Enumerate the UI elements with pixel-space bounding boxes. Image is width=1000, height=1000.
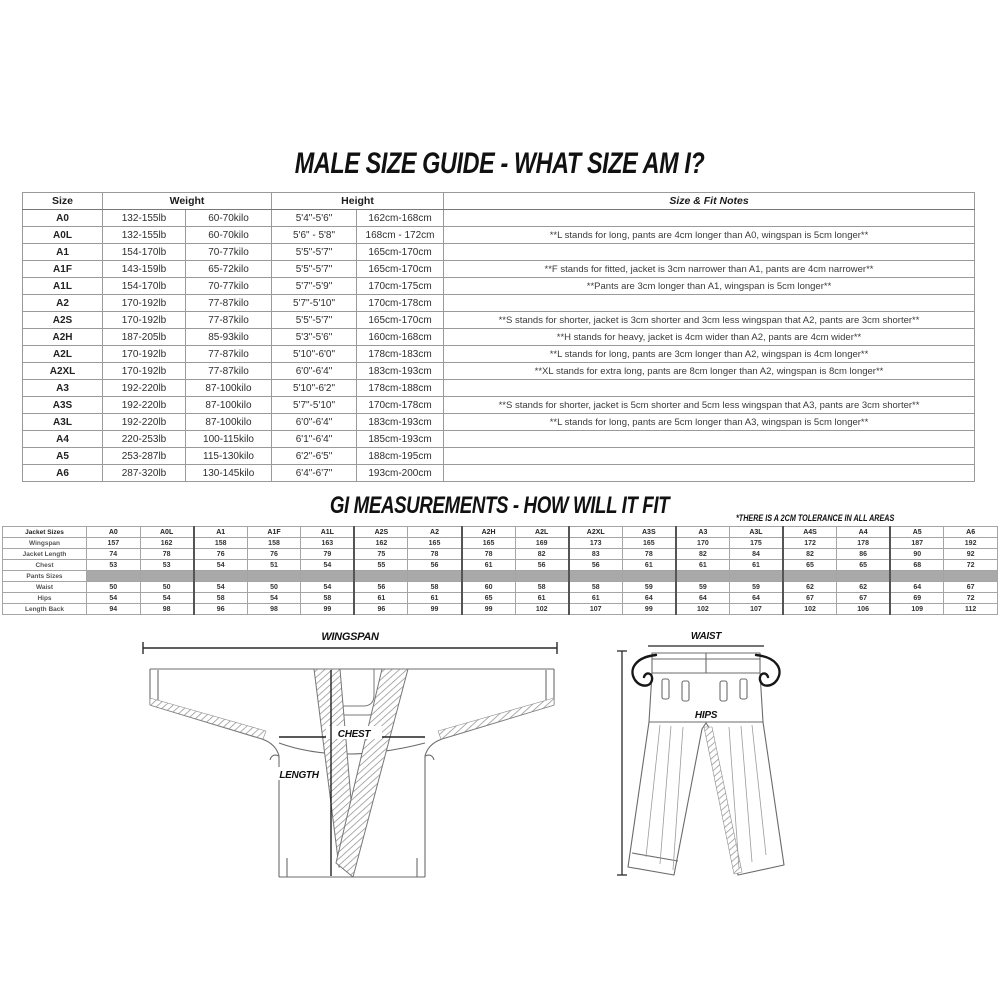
size-guide-row-a2l bbox=[23, 346, 975, 363]
measurement-cell-a1f: 50 bbox=[247, 582, 301, 593]
measurement-cell-a2xl: 107 bbox=[569, 604, 623, 615]
measurement-cell-a1: 76 bbox=[194, 549, 248, 560]
measurement-cell-a1f: 98 bbox=[247, 604, 301, 615]
divider-cell bbox=[462, 571, 516, 582]
measurement-cell-a1f: 51 bbox=[247, 560, 301, 571]
measurement-cell-a2: 165 bbox=[408, 538, 462, 549]
cell-fit-notes bbox=[444, 465, 975, 482]
chest-label: CHEST bbox=[337, 729, 371, 740]
cell-weight-lb: 154-170lb bbox=[103, 278, 186, 295]
wingspan-measure-line bbox=[143, 642, 557, 654]
measurement-cell-a3: 64 bbox=[676, 593, 730, 604]
row-label: Length Back bbox=[3, 604, 87, 615]
cell-height-cm: 170cm-178cm bbox=[357, 295, 444, 312]
cell-size: A0L bbox=[23, 227, 103, 244]
size-col-header-a3l: A3L bbox=[729, 527, 783, 538]
row-label: Wingspan bbox=[3, 538, 87, 549]
cell-weight-kg: 77-87kilo bbox=[186, 346, 272, 363]
cell-weight-kg: 70-77kilo bbox=[186, 244, 272, 261]
gi-pants-diagram bbox=[617, 631, 784, 875]
cell-fit-notes bbox=[444, 244, 975, 261]
cell-size: A3S bbox=[23, 397, 103, 414]
cell-size: A2XL bbox=[23, 363, 103, 380]
pants-outline bbox=[628, 653, 784, 875]
measurement-cell-a3: 82 bbox=[676, 549, 730, 560]
divider-cell bbox=[569, 571, 623, 582]
measurement-cell-a1: 54 bbox=[194, 560, 248, 571]
measurement-cell-a3l: 107 bbox=[729, 604, 783, 615]
measurement-cell-a2l: 169 bbox=[515, 538, 569, 549]
cell-size: A1L bbox=[23, 278, 103, 295]
cell-fit-notes: **L stands for long, pants are 3cm longer than A2, wingspan is 4cm longer** bbox=[444, 346, 975, 363]
measurement-cell-a2: 58 bbox=[408, 582, 462, 593]
size-guide-row-a1f bbox=[23, 261, 975, 278]
cell-weight-kg: 60-70kilo bbox=[186, 210, 272, 227]
measurement-cell-a3l: 84 bbox=[729, 549, 783, 560]
cell-weight-lb: 192-220lb bbox=[103, 397, 186, 414]
measurement-cell-a0: 74 bbox=[87, 549, 141, 560]
measurement-cell-a3l: 59 bbox=[729, 582, 783, 593]
measurement-cell-a3s: 59 bbox=[622, 582, 676, 593]
size-guide-row-a2 bbox=[23, 295, 975, 312]
size-guide-row-a1 bbox=[23, 244, 975, 261]
cell-weight-kg: 87-100kilo bbox=[186, 414, 272, 431]
gi-row-chest bbox=[3, 560, 998, 571]
size-guide-row-a3s bbox=[23, 397, 975, 414]
row-label: Pants Sizes bbox=[3, 571, 87, 582]
measurement-cell-a0: 53 bbox=[87, 560, 141, 571]
measurement-cell-a4: 62 bbox=[837, 582, 891, 593]
divider-cell bbox=[729, 571, 783, 582]
cell-height-ft: 5'10"-6'2" bbox=[272, 380, 357, 397]
gi-row-jacket-length bbox=[3, 549, 998, 560]
measurement-cell-a1l: 163 bbox=[301, 538, 355, 549]
cell-fit-notes: **F stands for fitted, jacket is 3cm narrower than A1, pants are 4cm narrower** bbox=[444, 261, 975, 278]
measurement-cell-a4s: 67 bbox=[783, 593, 837, 604]
male-size-guide-table bbox=[22, 192, 975, 482]
cell-size: A4 bbox=[23, 431, 103, 448]
measurement-cell-a3l: 175 bbox=[729, 538, 783, 549]
measurement-cell-a3l: 61 bbox=[729, 560, 783, 571]
measurement-cell-a2xl: 83 bbox=[569, 549, 623, 560]
col-header-weight: Weight bbox=[103, 193, 272, 210]
cell-height-ft: 6'1"-6'4" bbox=[272, 431, 357, 448]
size-guide-row-a3l bbox=[23, 414, 975, 431]
divider-cell bbox=[515, 571, 569, 582]
measurement-cell-a5: 69 bbox=[890, 593, 944, 604]
pants-length-line bbox=[617, 651, 627, 875]
cell-weight-kg: 87-100kilo bbox=[186, 380, 272, 397]
size-guide-row-a0l bbox=[23, 227, 975, 244]
cell-height-ft: 5'5"-5'7" bbox=[272, 244, 357, 261]
size-guide-row-a6 bbox=[23, 465, 975, 482]
measurement-cell-a2h: 61 bbox=[462, 560, 516, 571]
row-label: Chest bbox=[3, 560, 87, 571]
size-col-header-a2l: A2L bbox=[515, 527, 569, 538]
divider-cell bbox=[408, 571, 462, 582]
measurement-cell-a2h: 65 bbox=[462, 593, 516, 604]
cell-height-ft: 5'7"-5'9" bbox=[272, 278, 357, 295]
cell-height-cm: 170cm-175cm bbox=[357, 278, 444, 295]
measurement-cell-a6: 72 bbox=[944, 593, 998, 604]
col-header-size: Size bbox=[23, 193, 103, 210]
measurement-cell-a2h: 60 bbox=[462, 582, 516, 593]
divider-cell bbox=[890, 571, 944, 582]
cell-fit-notes: **Pants are 3cm longer than A1, wingspan is 5cm longer** bbox=[444, 278, 975, 295]
cell-height-ft: 5'7"-5'10" bbox=[272, 397, 357, 414]
left-sleeve-trim bbox=[150, 698, 266, 739]
cell-size: A5 bbox=[23, 448, 103, 465]
measurement-cell-a3s: 64 bbox=[622, 593, 676, 604]
cell-weight-lb: 154-170lb bbox=[103, 244, 186, 261]
cell-weight-lb: 192-220lb bbox=[103, 414, 186, 431]
cell-height-cm: 193cm-200cm bbox=[357, 465, 444, 482]
cell-fit-notes bbox=[444, 380, 975, 397]
cell-weight-lb: 132-155lb bbox=[103, 227, 186, 244]
tolerance-note: *THERE IS A 2CM TOLERANCE IN ALL AREAS bbox=[736, 513, 895, 523]
size-guide-row-a2s bbox=[23, 312, 975, 329]
size-col-header-a1f: A1F bbox=[247, 527, 301, 538]
measurement-cell-a2l: 56 bbox=[515, 560, 569, 571]
measurement-cell-a1f: 54 bbox=[247, 593, 301, 604]
cell-fit-notes: **XL stands for extra long, pants are 8cm longer than A2, wingspan is 8cm longer** bbox=[444, 363, 975, 380]
gi-row-length-back bbox=[3, 604, 998, 615]
measurement-cell-a6: 67 bbox=[944, 582, 998, 593]
size-col-header-a4: A4 bbox=[837, 527, 891, 538]
size-col-header-a0l: A0L bbox=[140, 527, 194, 538]
measurement-cell-a5: 187 bbox=[890, 538, 944, 549]
cell-weight-lb: 170-192lb bbox=[103, 295, 186, 312]
measurement-cell-a4s: 82 bbox=[783, 549, 837, 560]
divider-cell bbox=[837, 571, 891, 582]
measurement-cell-a2s: 61 bbox=[354, 593, 408, 604]
size-guide-row-a2h bbox=[23, 329, 975, 346]
size-col-header-a5: A5 bbox=[890, 527, 944, 538]
measurement-cell-a3s: 165 bbox=[622, 538, 676, 549]
measurement-cell-a3s: 99 bbox=[622, 604, 676, 615]
cell-weight-kg: 60-70kilo bbox=[186, 227, 272, 244]
cell-size: A2L bbox=[23, 346, 103, 363]
measurement-cell-a2s: 55 bbox=[354, 560, 408, 571]
row-label: Hips bbox=[3, 593, 87, 604]
measurement-cell-a1: 158 bbox=[194, 538, 248, 549]
measurement-cell-a4: 178 bbox=[837, 538, 891, 549]
cell-weight-kg: 115-130kilo bbox=[186, 448, 272, 465]
divider-cell bbox=[622, 571, 676, 582]
size-guide-header-row bbox=[23, 193, 975, 210]
gi-diagrams bbox=[0, 625, 1000, 915]
measurement-cell-a2xl: 58 bbox=[569, 582, 623, 593]
measurement-cell-a0: 94 bbox=[87, 604, 141, 615]
cell-height-cm: 178cm-183cm bbox=[357, 346, 444, 363]
cell-height-ft: 5'3"-5'6" bbox=[272, 329, 357, 346]
cell-fit-notes: **S stands for shorter, jacket is 3cm shorter and 3cm less wingspan that A2, pants are 3cm shorter** bbox=[444, 312, 975, 329]
measurement-cell-a1l: 99 bbox=[301, 604, 355, 615]
measurement-cell-a0l: 162 bbox=[140, 538, 194, 549]
cell-fit-notes bbox=[444, 295, 975, 312]
measurement-cell-a1l: 54 bbox=[301, 560, 355, 571]
cell-height-ft: 6'4"-6'7" bbox=[272, 465, 357, 482]
right-sleeve-trim bbox=[438, 698, 554, 739]
gi-jacket-diagram bbox=[143, 631, 557, 877]
col-header-fit-notes: Size & Fit Notes bbox=[444, 193, 975, 210]
cell-weight-kg: 77-87kilo bbox=[186, 312, 272, 329]
gi-sizes-header-row bbox=[3, 527, 998, 538]
divider-cell bbox=[87, 571, 141, 582]
measurement-cell-a2: 78 bbox=[408, 549, 462, 560]
size-guide-row-a5 bbox=[23, 448, 975, 465]
size-col-header-a4s: A4S bbox=[783, 527, 837, 538]
cell-weight-kg: 85-93kilo bbox=[186, 329, 272, 346]
measurement-cell-a1: 54 bbox=[194, 582, 248, 593]
measurement-cell-a3s: 78 bbox=[622, 549, 676, 560]
cell-height-ft: 5'4"-5'6" bbox=[272, 210, 357, 227]
measurement-cell-a2: 61 bbox=[408, 593, 462, 604]
measurement-cell-a0l: 78 bbox=[140, 549, 194, 560]
cell-weight-lb: 192-220lb bbox=[103, 380, 186, 397]
measurement-cell-a3l: 64 bbox=[729, 593, 783, 604]
cell-fit-notes bbox=[444, 210, 975, 227]
cell-fit-notes: **S stands for shorter, jacket is 5cm shorter and 5cm less wingspan that A3, pants are 3cm shorter** bbox=[444, 397, 975, 414]
cell-weight-lb: 170-192lb bbox=[103, 363, 186, 380]
male-size-guide-title: MALE SIZE GUIDE - WHAT SIZE AM I? bbox=[295, 147, 705, 180]
size-col-header-a1: A1 bbox=[194, 527, 248, 538]
measurement-cell-a2xl: 61 bbox=[569, 593, 623, 604]
measurement-cell-a3s: 61 bbox=[622, 560, 676, 571]
measurement-cell-a4: 106 bbox=[837, 604, 891, 615]
cell-height-cm: 165cm-170cm bbox=[357, 312, 444, 329]
cell-weight-kg: 87-100kilo bbox=[186, 397, 272, 414]
cell-height-ft: 6'0"-6'4" bbox=[272, 363, 357, 380]
cell-fit-notes: **L stands for long, pants are 5cm longer than A3, wingspan is 5cm longer** bbox=[444, 414, 975, 431]
measurement-cell-a3: 61 bbox=[676, 560, 730, 571]
cell-height-ft: 6'2"-6'5" bbox=[272, 448, 357, 465]
cell-size: A6 bbox=[23, 465, 103, 482]
measurement-cell-a4s: 102 bbox=[783, 604, 837, 615]
cell-height-ft: 5'7"-5'10" bbox=[272, 295, 357, 312]
cell-height-cm: 178cm-188cm bbox=[357, 380, 444, 397]
cell-weight-lb: 220-253lb bbox=[103, 431, 186, 448]
measurement-cell-a1: 96 bbox=[194, 604, 248, 615]
cell-height-ft: 5'10"-6'0" bbox=[272, 346, 357, 363]
col-header-height: Height bbox=[272, 193, 444, 210]
size-col-header-a3s: A3S bbox=[622, 527, 676, 538]
size-col-header-a2xl: A2XL bbox=[569, 527, 623, 538]
divider-cell bbox=[354, 571, 408, 582]
measurement-cell-a2h: 78 bbox=[462, 549, 516, 560]
size-col-header-a2h: A2H bbox=[462, 527, 516, 538]
measurement-cell-a2xl: 56 bbox=[569, 560, 623, 571]
measurement-cell-a6: 112 bbox=[944, 604, 998, 615]
measurement-cell-a2h: 99 bbox=[462, 604, 516, 615]
measurement-cell-a2h: 165 bbox=[462, 538, 516, 549]
length-label: LENGTH bbox=[279, 770, 319, 781]
cell-weight-kg: 77-87kilo bbox=[186, 295, 272, 312]
waist-label: WAIST bbox=[690, 631, 722, 642]
divider-cell bbox=[944, 571, 998, 582]
cell-weight-lb: 170-192lb bbox=[103, 346, 186, 363]
gi-row-waist bbox=[3, 582, 998, 593]
cell-fit-notes: **L stands for long, pants are 4cm longer than A0, wingspan is 5cm longer** bbox=[444, 227, 975, 244]
gi-measurements-table bbox=[2, 526, 998, 615]
size-guide-row-a2xl bbox=[23, 363, 975, 380]
cell-size: A2H bbox=[23, 329, 103, 346]
measurement-cell-a2s: 162 bbox=[354, 538, 408, 549]
cell-weight-kg: 130-145kilo bbox=[186, 465, 272, 482]
cell-fit-notes bbox=[444, 431, 975, 448]
cell-weight-lb: 170-192lb bbox=[103, 312, 186, 329]
cell-height-cm: 183cm-193cm bbox=[357, 363, 444, 380]
measurement-cell-a4s: 172 bbox=[783, 538, 837, 549]
cell-weight-lb: 132-155lb bbox=[103, 210, 186, 227]
measurement-cell-a3: 170 bbox=[676, 538, 730, 549]
belt-loops bbox=[662, 679, 747, 701]
divider-cell bbox=[783, 571, 837, 582]
measurement-cell-a2s: 56 bbox=[354, 582, 408, 593]
size-col-header-a0: A0 bbox=[87, 527, 141, 538]
cell-size: A3 bbox=[23, 380, 103, 397]
measurement-cell-a1l: 79 bbox=[301, 549, 355, 560]
size-col-header-a6: A6 bbox=[944, 527, 998, 538]
measurement-cell-a2xl: 173 bbox=[569, 538, 623, 549]
cell-weight-lb: 143-159lb bbox=[103, 261, 186, 278]
divider-cell bbox=[247, 571, 301, 582]
hips-label: HIPS bbox=[694, 710, 718, 721]
measurement-cell-a4: 67 bbox=[837, 593, 891, 604]
divider-cell bbox=[194, 571, 248, 582]
size-col-header-a3: A3 bbox=[676, 527, 730, 538]
row-label: Waist bbox=[3, 582, 87, 593]
measurement-cell-a1l: 58 bbox=[301, 593, 355, 604]
cell-height-cm: 183cm-193cm bbox=[357, 414, 444, 431]
measurement-cell-a2l: 82 bbox=[515, 549, 569, 560]
gi-measurements-title: GI MEASUREMENTS - HOW WILL IT FIT bbox=[330, 492, 670, 519]
measurement-cell-a2l: 102 bbox=[515, 604, 569, 615]
cell-height-cm: 162cm-168cm bbox=[357, 210, 444, 227]
measurement-cell-a6: 192 bbox=[944, 538, 998, 549]
measurement-cell-a0: 50 bbox=[87, 582, 141, 593]
measurement-cell-a0l: 98 bbox=[140, 604, 194, 615]
divider-cell bbox=[140, 571, 194, 582]
size-col-header-a2: A2 bbox=[408, 527, 462, 538]
measurement-cell-a2: 99 bbox=[408, 604, 462, 615]
measurement-cell-a1l: 54 bbox=[301, 582, 355, 593]
cell-height-cm: 160cm-168cm bbox=[357, 329, 444, 346]
size-col-header-a1l: A1L bbox=[301, 527, 355, 538]
divider-cell bbox=[301, 571, 355, 582]
cell-weight-kg: 100-115kilo bbox=[186, 431, 272, 448]
cell-size: A2S bbox=[23, 312, 103, 329]
measurement-cell-a2l: 58 bbox=[515, 582, 569, 593]
gi-row-hips bbox=[3, 593, 998, 604]
size-col-header-a2s: A2S bbox=[354, 527, 408, 538]
measurement-cell-a5: 109 bbox=[890, 604, 944, 615]
measurement-cell-a5: 68 bbox=[890, 560, 944, 571]
cell-weight-lb: 287-320lb bbox=[103, 465, 186, 482]
cell-weight-lb: 187-205lb bbox=[103, 329, 186, 346]
measurement-cell-a2: 56 bbox=[408, 560, 462, 571]
cell-size: A2 bbox=[23, 295, 103, 312]
cell-size: A1F bbox=[23, 261, 103, 278]
cell-height-ft: 5'5"-5'7" bbox=[272, 312, 357, 329]
leg-seams bbox=[646, 725, 766, 870]
cell-size: A1 bbox=[23, 244, 103, 261]
cell-height-cm: 165cm-170cm bbox=[357, 261, 444, 278]
measurement-cell-a0: 157 bbox=[87, 538, 141, 549]
measurement-cell-a3: 59 bbox=[676, 582, 730, 593]
measurement-cell-a4s: 65 bbox=[783, 560, 837, 571]
cell-height-cm: 165cm-170cm bbox=[357, 244, 444, 261]
gi-row-pants-sizes bbox=[3, 571, 998, 582]
measurement-cell-a0: 54 bbox=[87, 593, 141, 604]
measurement-cell-a1: 58 bbox=[194, 593, 248, 604]
cell-height-cm: 170cm-178cm bbox=[357, 397, 444, 414]
measurement-cell-a6: 92 bbox=[944, 549, 998, 560]
gusset-trim bbox=[704, 727, 742, 874]
size-guide-row-a1l bbox=[23, 278, 975, 295]
measurement-cell-a4: 86 bbox=[837, 549, 891, 560]
cell-height-ft: 5'6" - 5'8" bbox=[272, 227, 357, 244]
cell-height-ft: 5'5"-5'7" bbox=[272, 261, 357, 278]
wingspan-label: WINGSPAN bbox=[321, 631, 379, 643]
measurement-cell-a3: 102 bbox=[676, 604, 730, 615]
measurement-cell-a4s: 62 bbox=[783, 582, 837, 593]
measurement-cell-a0l: 50 bbox=[140, 582, 194, 593]
row-label: Jacket Length bbox=[3, 549, 87, 560]
measurement-cell-a2s: 75 bbox=[354, 549, 408, 560]
measurement-cell-a0l: 54 bbox=[140, 593, 194, 604]
cell-height-cm: 185cm-193cm bbox=[357, 431, 444, 448]
measurement-cell-a2s: 96 bbox=[354, 604, 408, 615]
gi-row-wingspan bbox=[3, 538, 998, 549]
cell-fit-notes: **H stands for heavy, jacket is 4cm wider than A2, pants are 4cm wider** bbox=[444, 329, 975, 346]
cell-height-cm: 188cm-195cm bbox=[357, 448, 444, 465]
cell-weight-kg: 77-87kilo bbox=[186, 363, 272, 380]
measurement-cell-a5: 64 bbox=[890, 582, 944, 593]
cell-size: A0 bbox=[23, 210, 103, 227]
size-guide-row-a4 bbox=[23, 431, 975, 448]
measurement-cell-a5: 90 bbox=[890, 549, 944, 560]
cell-size: A3L bbox=[23, 414, 103, 431]
cell-fit-notes bbox=[444, 448, 975, 465]
cell-weight-lb: 253-287lb bbox=[103, 448, 186, 465]
corner-label: Jacket Sizes bbox=[3, 527, 87, 538]
divider-cell bbox=[676, 571, 730, 582]
size-guide-row-a3 bbox=[23, 380, 975, 397]
measurement-cell-a0l: 53 bbox=[140, 560, 194, 571]
cell-weight-kg: 70-77kilo bbox=[186, 278, 272, 295]
size-guide-row-a0 bbox=[23, 210, 975, 227]
cell-weight-kg: 65-72kilo bbox=[186, 261, 272, 278]
cell-height-ft: 6'0"-6'4" bbox=[272, 414, 357, 431]
measurement-cell-a2l: 61 bbox=[515, 593, 569, 604]
measurement-cell-a1f: 76 bbox=[247, 549, 301, 560]
cell-height-cm: 168cm - 172cm bbox=[357, 227, 444, 244]
measurement-cell-a4: 65 bbox=[837, 560, 891, 571]
measurement-cell-a6: 72 bbox=[944, 560, 998, 571]
measurement-cell-a1f: 158 bbox=[247, 538, 301, 549]
